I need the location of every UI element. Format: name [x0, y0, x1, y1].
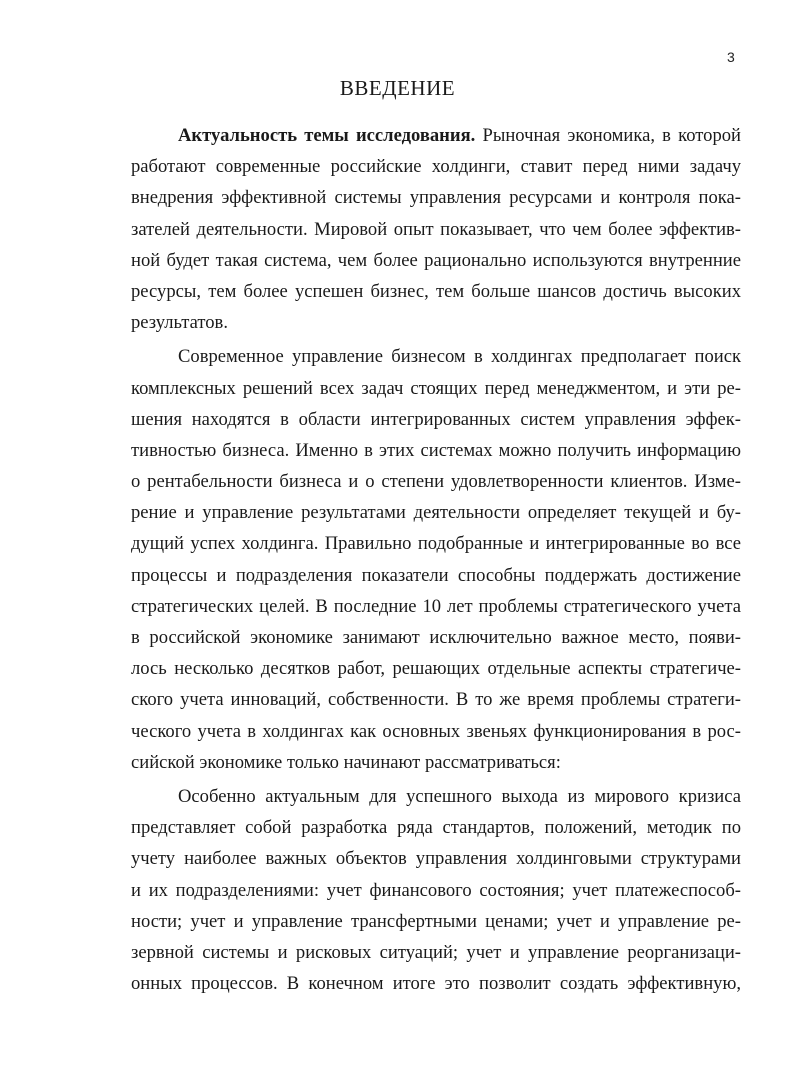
page-title: ВВЕДЕНИЕ	[339, 76, 456, 100]
paragraph-line: в российской экономике занимают исключительно важное место, появи-	[131, 627, 741, 648]
paragraph-line: дущий успех холдинга. Правильно подобранные и интегрированные во все	[131, 533, 741, 555]
paragraph-management	[131, 341, 741, 778]
paragraph-line: шения находятся в области интегрированных систем управления эффек-	[131, 408, 741, 430]
paragraph-line: Современное управление бизнесом в холдингах предполагает поиск	[178, 346, 741, 368]
paragraph-line: внедрения эффективной системы управления ресурсами и контроля пока-	[131, 187, 741, 209]
paragraph-line: ресурсы, тем более успешен бизнес, тем больше шансов достичь высоких	[131, 280, 741, 302]
paragraph-line: учету наиболее важных объектов управления холдинговыми структурами	[131, 848, 741, 870]
paragraph-line: Актуальность темы исследования. Рыночная экономика, в которой	[178, 125, 741, 146]
paragraph-relevance	[131, 120, 741, 338]
bold-lead: Актуальность темы исследования.	[178, 125, 476, 146]
paragraph-line: работают современные российские холдинги, ставит перед ними задачу	[131, 156, 741, 178]
body-text	[131, 120, 741, 999]
paragraph-line: стратегических целей. В последние 10 лет проблемы стратегического учета	[131, 595, 741, 617]
paragraph-line: сийской экономике только начинают рассматриваться:	[131, 751, 561, 773]
paragraph-line: ского учета инноваций, собственности. В то же время проблемы стратеги-	[131, 689, 741, 711]
paragraph-line: зателей деятельности. Мировой опыт показывает, что чем более эффектив-	[131, 218, 741, 240]
paragraph-line: результатов.	[131, 312, 228, 334]
page-number: 3	[727, 49, 735, 65]
paragraph-line: онных процессов. В конечном итоге это позволит создать эффективную,	[131, 973, 741, 995]
paragraph-line: ности; учет и управление трансфертными ценами; учет и управление ре-	[131, 910, 741, 932]
paragraph-line: ческого учета в холдингах как основных звеньях функционирования в рос-	[131, 720, 741, 742]
paragraph-line: Особенно актуальным для успешного выхода из мирового кризиса	[178, 785, 741, 807]
paragraph-line: комплексных решений всех задач стоящих перед менеджментом, и эти ре-	[131, 377, 741, 399]
paragraph-line: лось несколько десятков работ, решающих отдельные аспекты стратегиче-	[131, 658, 741, 680]
paragraph-line: процессы и подразделения показатели способны поддержать достижение	[131, 564, 741, 586]
paragraph-line: зервной системы и рисковых ситуаций; учет и управление реорганизаци-	[131, 941, 741, 963]
paragraph-line: о рентабельности бизнеса и о степени удовлетворенности клиентов. Изме-	[131, 471, 741, 493]
paragraph-line: представляет собой разработка ряда стандартов, положений, методик по	[131, 817, 741, 839]
paragraph-crisis	[131, 781, 741, 999]
paragraph-line: тивностью бизнеса. Именно в этих системах можно получить информацию	[131, 439, 741, 461]
paragraph-line: и их подразделениями: учет финансового состояния; учет платежеспособ-	[131, 879, 741, 901]
paragraph-line: ной будет такая система, чем более рационально используются внутренние	[131, 249, 741, 271]
paragraph-line: рение и управление результатами деятельности определяет текущей и бу-	[131, 502, 741, 524]
